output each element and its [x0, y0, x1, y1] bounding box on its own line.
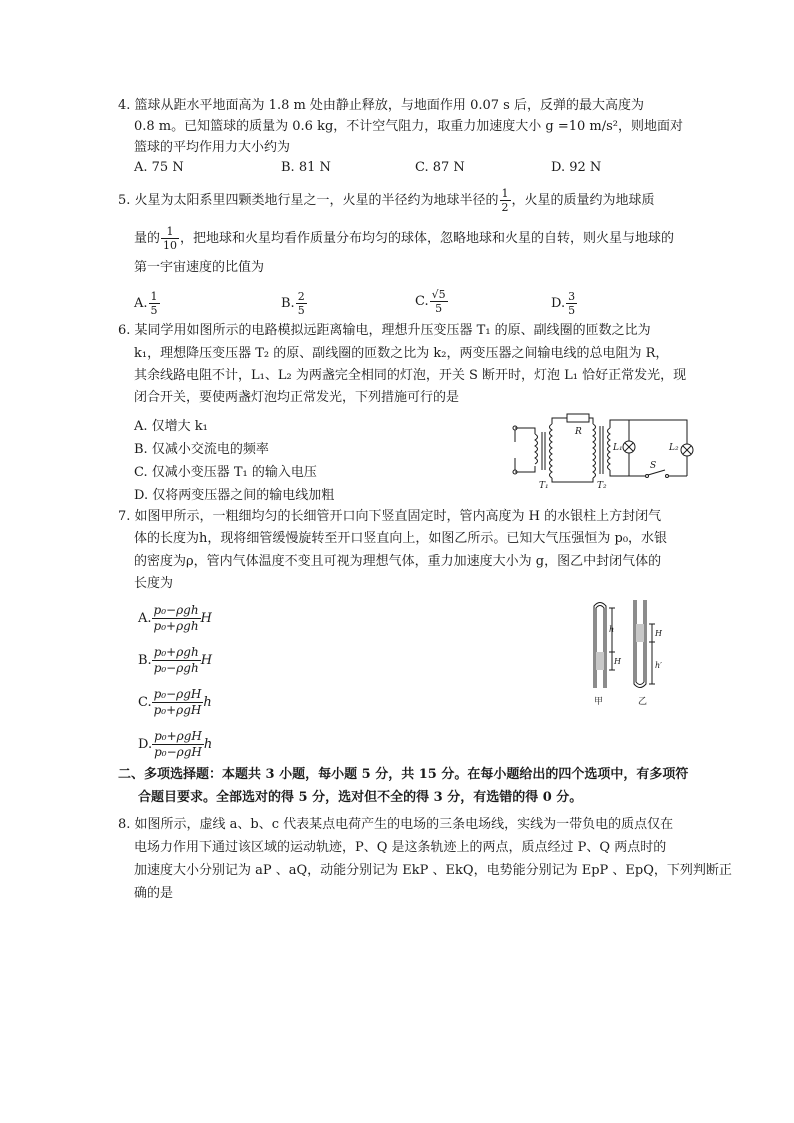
option-label: D. — [138, 737, 153, 752]
label-r: R — [575, 427, 582, 437]
label-s: S — [650, 461, 657, 471]
q5-option-a[interactable] — [134, 290, 161, 317]
q7-option-a[interactable] — [138, 603, 212, 634]
q4-line-2: 0.8 m。已知篮球的质量为 0.6 kg，不计空气阻力，取重力加速度大小 g =10 m/s²，则地面对 — [134, 119, 684, 134]
q7-option-d[interactable] — [138, 729, 212, 760]
q5-option-b[interactable] — [281, 290, 308, 317]
frac-numerator: 1 — [161, 225, 179, 239]
frac-denominator: p₀+ρgh — [153, 619, 199, 633]
q4-option-b[interactable]: B. 81 N — [281, 160, 331, 175]
frac-denominator: 5 — [568, 304, 576, 317]
frac-numerator: p₀−ρgH — [153, 687, 202, 701]
q5-text-2b: ，把地球和火星均看作质量分布均匀的球体，忽略地球和火星的自转，则火星与地球的 — [180, 231, 675, 246]
t1-primary-coil — [535, 434, 538, 464]
transmission-circuit-diagram — [505, 410, 695, 490]
q4-option-a[interactable]: A. 75 N — [134, 160, 184, 175]
q7-line-1: 7. 如图甲所示，一粗细均匀的长细管开口向下竖直固定时，管内高度为 H 的水银柱上方封闭气 — [118, 509, 662, 524]
q7-line-2: 体的长度为h，现将细管缓慢旋转至开口竖直向上，如图乙所示。已知大气压强恒为 p₀，水银 — [134, 531, 668, 546]
frac-numerator: p₀+ρgh — [153, 645, 199, 659]
q7-option-b[interactable] — [138, 645, 212, 676]
q5-line-1 — [118, 187, 655, 214]
t2-primary-coil — [593, 424, 596, 478]
q5-text-2a: 量的 — [134, 231, 161, 246]
option-label: C. — [138, 695, 152, 710]
frac-denominator: p₀−ρgh — [153, 661, 199, 675]
q5-text-1b: ，火星的质量约为地球质 — [511, 193, 655, 208]
option-label: A. — [138, 611, 152, 626]
frac-denominator: 5 — [297, 304, 305, 317]
frac-denominator: 5 — [435, 302, 443, 315]
q7-line-3: 的密度为ρ，管内气体温度不变且可视为理想气体，重力加速度大小为 g，图乙中封闭气体的 — [134, 554, 662, 569]
q4-option-c[interactable]: C. 87 N — [415, 160, 465, 175]
option-factor: h — [203, 737, 213, 752]
frac-numerator: √5 — [431, 288, 446, 301]
option-label: A. — [134, 296, 148, 311]
q8-line-1: 8. 如图所示，虚线 a、b、c 代表某点电荷产生的电场的三条电场线，实线为一带负电的质点仅在 — [118, 817, 674, 832]
section2-heading-line-2: 合题目要求。全部选对的得 5 分，选对但不全的得 3 分，有选错的得 0 分。 — [138, 790, 583, 805]
label-l1: L₁ — [613, 443, 623, 453]
q6-option-b[interactable]: B. 仅减小交流电的频率 — [134, 442, 269, 457]
option-factor: H — [200, 611, 212, 626]
q6-option-d[interactable]: D. 仅将两变压器之间的输电线加粗 — [134, 488, 335, 503]
label-t2: T₂ — [597, 481, 607, 490]
q5-line-3: 第一宇宙速度的比值为 — [134, 260, 265, 275]
frac-numerator: p₀+ρgH — [154, 729, 202, 743]
section2-heading-line-1: 二、多项选择题：本题共 3 小题，每小题 5 分，共 15 分。在每小题给出的四个选项中，有多项符 — [118, 767, 689, 782]
label-jia: 甲 — [594, 697, 604, 707]
resistor-icon — [567, 414, 589, 422]
option-label: B. — [138, 653, 152, 668]
label-h: h — [609, 625, 615, 634]
option-factor: H — [200, 653, 213, 668]
label-l2: L₂ — [669, 443, 679, 453]
option-label: D. — [551, 296, 566, 311]
q6-option-a[interactable]: A. 仅增大 k₁ — [134, 419, 208, 434]
frac-numerator: 1 — [501, 187, 509, 200]
q5-option-d[interactable] — [551, 290, 578, 317]
q5-line-2 — [134, 225, 674, 252]
q5-text-1a: 5. 火星为太阳系里四颗类地行星之一，火星的半径约为地球半径的 — [118, 193, 499, 208]
label-yi: 乙 — [638, 697, 648, 707]
label-h-upper: H — [614, 657, 621, 666]
label-t1: T₁ — [539, 481, 549, 490]
q6-option-c[interactable]: C. 仅减小变压器 T₁ 的输入电压 — [134, 465, 317, 480]
label-h-prime: h′ — [655, 661, 662, 670]
mercury-tube-diagram — [576, 596, 686, 708]
frac-numerator: 3 — [568, 290, 576, 303]
q4-option-d[interactable]: D. 92 N — [551, 160, 602, 175]
q6-line-3: 其余线路电阻不计，L₁、L₂ 为两盏完全相同的灯泡，开关 S 断开时，灯泡 L₁ 恰好正常发光，现 — [134, 368, 687, 383]
t2-secondary-coil — [608, 428, 611, 470]
q7-option-c[interactable] — [138, 687, 212, 718]
mercury-column-yi — [636, 624, 644, 642]
q5-fraction-half — [500, 187, 511, 214]
q8-line-3: 加速度大小分别记为 aP 、aQ，动能分别记为 EkP 、EkQ，电势能分别记为 EpP 、EpQ，下列判断正 — [134, 863, 732, 878]
q8-line-4: 确的是 — [134, 886, 174, 901]
mercury-column-jia — [596, 652, 604, 670]
option-label: C. — [415, 294, 429, 309]
frac-denominator: p₀−ρgH — [154, 745, 202, 759]
q6-line-2: k₁，理想降压变压器 T₂ 的原、副线圈的匝数之比为 k₂，两变压器之间输电线的总电阻为 R， — [134, 346, 669, 361]
frac-denominator: p₀+ρgH — [153, 703, 202, 717]
q8-line-2: 电场力作用下通过该区域的运动轨迹，P、Q 是这条轨迹上的两点，质点经过 P、Q 两点时的 — [134, 840, 667, 855]
q6-line-4: 闭合开关，要使两盏灯泡均正常发光，下列措施可行的是 — [134, 390, 460, 405]
frac-denominator: 10 — [163, 239, 178, 252]
frac-numerator: 1 — [150, 290, 158, 303]
q4-line-3: 篮球的平均作用力大小约为 — [134, 140, 291, 155]
label-h-upper-yi: H — [655, 629, 662, 638]
q7-line-4: 长度为 — [134, 576, 174, 591]
frac-numerator: p₀−ρgh — [153, 603, 199, 617]
t1-secondary-coil — [550, 424, 553, 478]
frac-numerator: 2 — [297, 290, 305, 303]
q6-line-1: 6. 某同学用如图所示的电路模拟远距离输电，理想升压变压器 T₁ 的原、副线圈的匝数之比为 — [118, 323, 651, 338]
option-factor: h — [203, 695, 212, 710]
q4-line-1: 4. 篮球从距水平地面高为 1.8 m 处由静止释放，与地面作用 0.07 s 后，反弹的最大高度为 — [118, 98, 644, 113]
option-label: B. — [281, 296, 295, 311]
frac-denominator: 5 — [150, 304, 158, 317]
q5-fraction-tenth — [161, 225, 179, 252]
q5-option-c[interactable] — [415, 288, 449, 315]
frac-denominator: 2 — [501, 201, 509, 214]
